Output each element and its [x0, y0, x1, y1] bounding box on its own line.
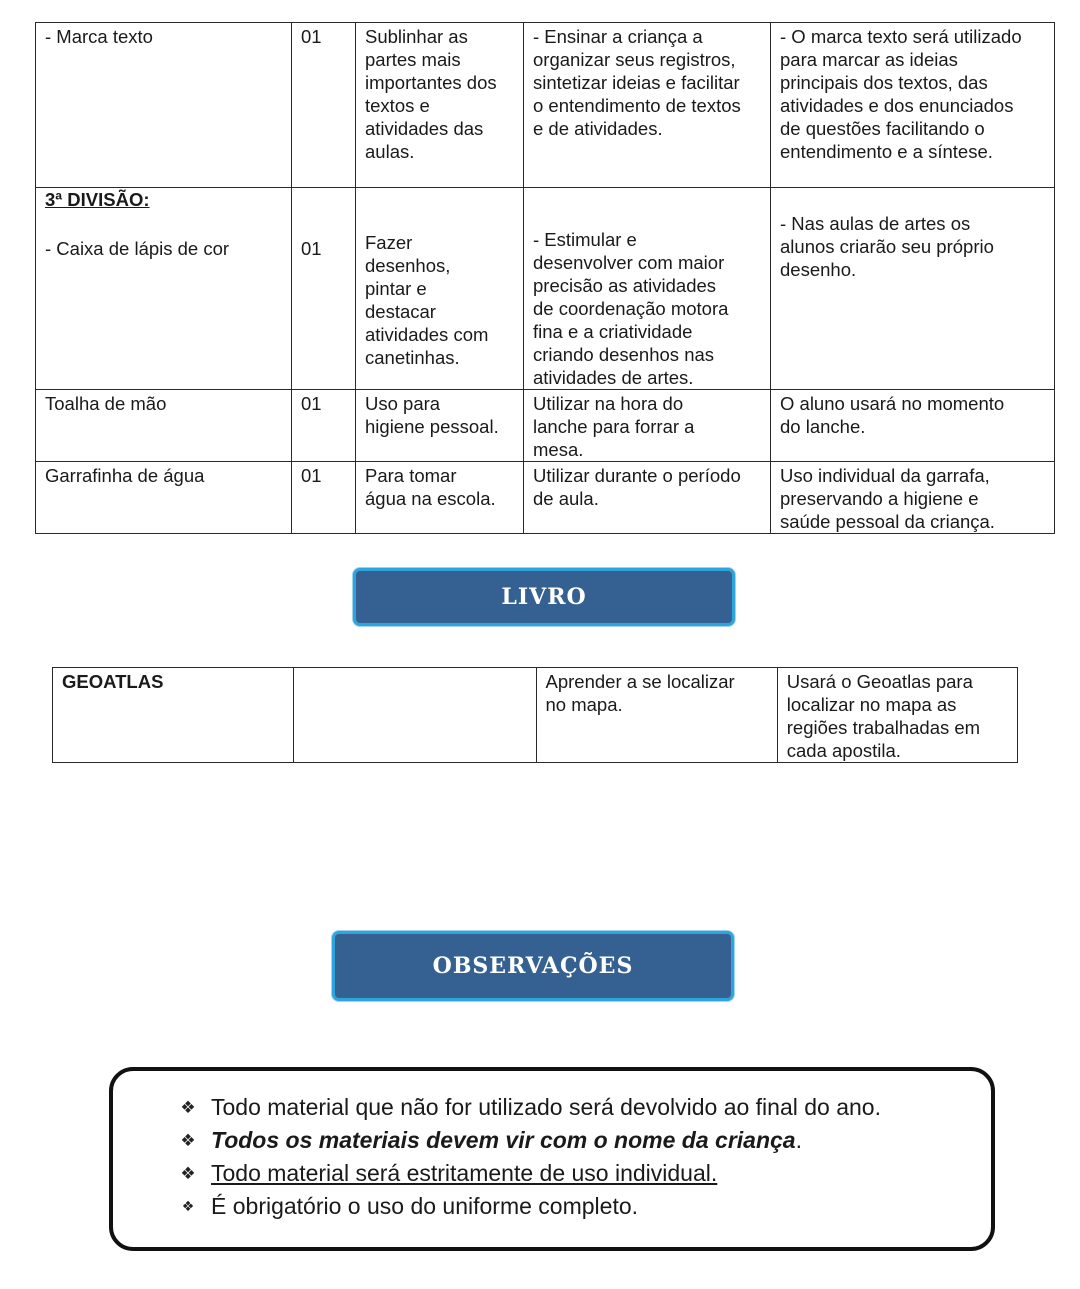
observations-list [177, 1091, 881, 1223]
item-qty: 01 [301, 393, 322, 414]
purpose-line: aulas. [365, 141, 415, 162]
purpose-line: desenhos, [365, 255, 451, 276]
item-qty: 01 [301, 465, 322, 486]
list-item [177, 1124, 881, 1157]
usage-line: para marcar as ideias [780, 49, 958, 70]
usage-line: localizar no mapa as [786, 694, 957, 715]
list-item [177, 1157, 881, 1190]
objective-line: desenvolver com maior [533, 252, 725, 273]
item-cell [36, 188, 292, 390]
purpose-line: higiene pessoal. [365, 416, 499, 437]
purpose-line: Uso para [365, 393, 441, 414]
diamond-icon: ❖ [180, 1164, 196, 1183]
objective-line: o entendimento de textos [533, 95, 741, 116]
usage-line: atividades e dos enunciados [780, 95, 1014, 116]
livro-section-header [353, 568, 735, 626]
objective-line: de coordenação motora [533, 298, 729, 319]
objective-line: organizar seus registros, [533, 49, 736, 70]
qty-cell [292, 23, 356, 188]
purpose-line: textos e [365, 95, 430, 116]
objective-line: no mapa. [545, 694, 623, 715]
usage-line: - Nas aulas de artes os [780, 213, 971, 234]
objective-line: Utilizar na hora do [533, 393, 684, 414]
item-name: Toalha de mão [45, 393, 167, 414]
table-row [36, 23, 1055, 188]
livro-header-label: LIVRO [501, 584, 587, 610]
item-cell [36, 390, 292, 462]
purpose-line: destacar [365, 301, 436, 322]
book-name: GEOATLAS [62, 671, 164, 692]
list-item [177, 1091, 881, 1124]
item-name: - Marca texto [45, 26, 153, 47]
objective-line: - Ensinar a criança a [533, 26, 703, 47]
item-qty: 01 [301, 238, 322, 259]
observation-text: Todos os materiais devem vir com o nome da criança [211, 1127, 796, 1153]
book-qty-cell [294, 668, 536, 763]
objective-cell [524, 462, 771, 534]
usage-line: entendimento e a síntese. [780, 141, 993, 162]
book-usage-cell [777, 668, 1017, 763]
usage-line: preservando a higiene e [780, 488, 979, 509]
usage-line: do lanche. [780, 416, 866, 437]
objective-line: Utilizar durante o período [533, 465, 741, 486]
objective-line: atividades de artes. [533, 367, 694, 388]
book-objective-cell [536, 668, 777, 763]
observation-suffix: . [795, 1127, 802, 1153]
item-name: Garrafinha de água [45, 465, 205, 486]
objective-cell [524, 23, 771, 188]
objective-line: precisão as atividades [533, 275, 717, 296]
usage-cell [771, 23, 1055, 188]
usage-cell [771, 188, 1055, 390]
objective-cell [524, 390, 771, 462]
item-qty: 01 [301, 26, 322, 47]
qty-cell [292, 188, 356, 390]
usage-line: Uso individual da garrafa, [780, 465, 990, 486]
usage-cell [771, 390, 1055, 462]
list-item [177, 1190, 881, 1223]
purpose-line: pintar e [365, 278, 427, 299]
item-cell [36, 462, 292, 534]
diamond-icon: ❖ [180, 1131, 196, 1150]
observation-text: Todo material será estritamente de uso individual. [211, 1160, 718, 1186]
diamond-icon: ❖ [180, 1098, 196, 1117]
usage-line: Usará o Geoatlas para [786, 671, 973, 692]
materials-table [35, 22, 1055, 534]
objective-line: mesa. [533, 439, 584, 460]
purpose-line: água na escola. [365, 488, 496, 509]
observations-box [109, 1067, 995, 1251]
purpose-line: atividades com [365, 324, 489, 345]
observation-text: É obrigatório o uso do uniforme completo. [211, 1193, 639, 1219]
purpose-cell [356, 188, 524, 390]
usage-line: - O marca texto será utilizado [780, 26, 1022, 47]
observacoes-header-label: OBSERVAÇÕES [432, 953, 634, 979]
item-name: - Caixa de lápis de cor [45, 238, 230, 259]
usage-line: O aluno usará no momento [780, 393, 1005, 414]
usage-line: regiões trabalhadas em [786, 717, 981, 738]
item-cell [36, 23, 292, 188]
book-table [52, 667, 1018, 763]
purpose-line: importantes dos [365, 72, 497, 93]
qty-cell [292, 462, 356, 534]
table-row [36, 188, 1055, 390]
objective-line: - Estimular e [533, 229, 637, 250]
table-row [36, 462, 1055, 534]
qty-cell [292, 390, 356, 462]
usage-line: cada apostila. [786, 740, 901, 761]
purpose-line: atividades das [365, 118, 484, 139]
objective-line: sintetizar ideias e facilitar [533, 72, 740, 93]
purpose-cell [356, 390, 524, 462]
observacoes-section-header [332, 931, 734, 1001]
purpose-cell [356, 23, 524, 188]
division-title: 3ª DIVISÃO: [45, 189, 150, 210]
objective-line: de aula. [533, 488, 599, 509]
table-row [53, 668, 1018, 763]
objective-line: lanche para forrar a [533, 416, 695, 437]
objective-line: Aprender a se localizar [545, 671, 735, 692]
table-row [36, 390, 1055, 462]
purpose-cell [356, 462, 524, 534]
diamond-icon: ❖ [181, 1198, 195, 1214]
usage-line: desenho. [780, 259, 857, 280]
usage-line: alunos criarão seu próprio [780, 236, 994, 257]
usage-line: saúde pessoal da criança. [780, 511, 995, 532]
purpose-line: Para tomar [365, 465, 457, 486]
purpose-line: partes mais [365, 49, 461, 70]
objective-cell [524, 188, 771, 390]
observation-text: Todo material que não for utilizado será devolvido ao final do ano. [211, 1094, 881, 1120]
usage-line: principais dos textos, das [780, 72, 988, 93]
book-name-cell [53, 668, 294, 763]
objective-line: fina e a criatividade [533, 321, 693, 342]
usage-cell [771, 462, 1055, 534]
purpose-line: canetinhas. [365, 347, 460, 368]
objective-line: criando desenhos nas [533, 344, 715, 365]
usage-line: de questões facilitando o [780, 118, 985, 139]
purpose-line: Fazer [365, 232, 413, 253]
objective-line: e de atividades. [533, 118, 663, 139]
purpose-line: Sublinhar as [365, 26, 468, 47]
